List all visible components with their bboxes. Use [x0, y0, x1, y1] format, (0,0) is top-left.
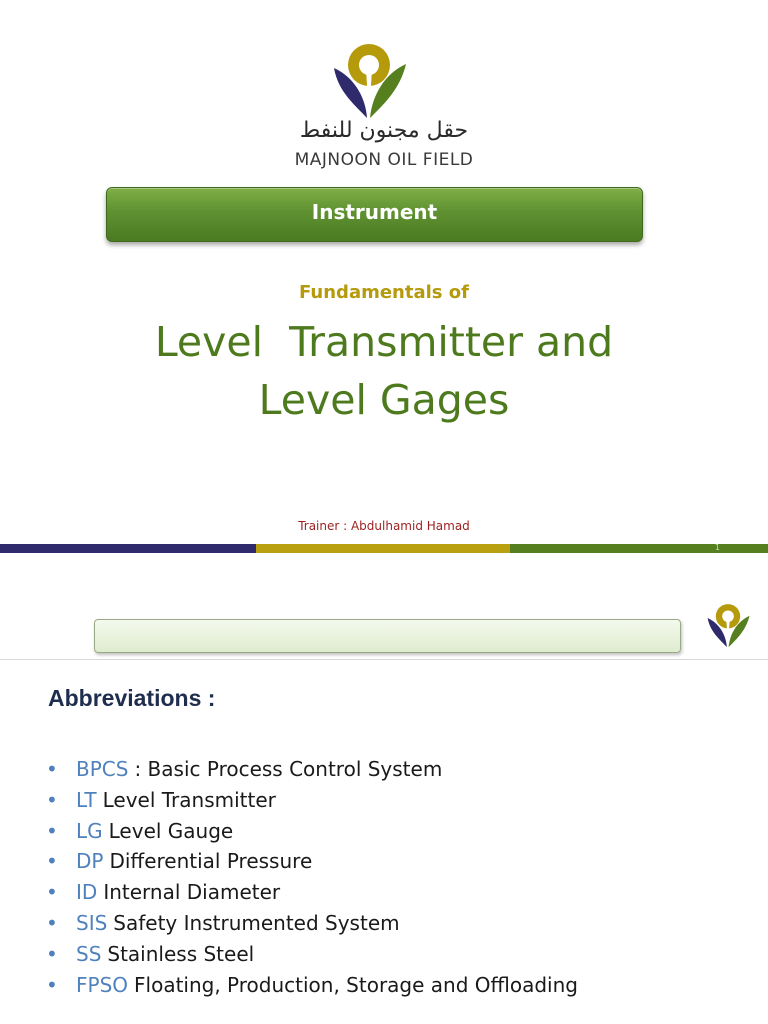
abbreviation-definition: Floating, Production, Storage and Offloading [134, 972, 578, 997]
bullet-dot-icon: • [46, 787, 58, 812]
list-item [46, 973, 578, 1004]
footer-stripe-gold [256, 544, 510, 553]
list-item [46, 942, 578, 973]
abbreviation-list [46, 757, 578, 1003]
abbreviations-slide [0, 577, 768, 1024]
abbreviation-term: ID [76, 880, 98, 905]
slide-title-line-2: Level Gages [258, 376, 510, 424]
abbreviation-term: SIS [76, 910, 108, 935]
list-item [46, 757, 578, 788]
company-name-latin: MAJNOON OIL FIELD [294, 150, 474, 170]
slide-subtitle: Fundamentals of [299, 282, 469, 303]
abbreviation-definition: Level Transmitter [102, 787, 276, 812]
bullet-dot-icon: • [46, 972, 58, 997]
header-bar [94, 619, 681, 653]
section-title: Abbreviations : [48, 685, 216, 711]
abbreviation-term: LT [76, 787, 97, 812]
bullet-dot-icon: • [46, 849, 58, 874]
bullet-dot-icon: • [46, 910, 58, 935]
header-divider [0, 659, 768, 660]
footer-stripe-green [510, 544, 768, 553]
footer-stripe-navy [0, 544, 256, 553]
bullet-dot-icon: • [46, 757, 58, 781]
abbreviation-term: DP [76, 849, 104, 874]
trainer-credit: Trainer : Abdulhamid Hamad [298, 519, 470, 533]
abbreviation-term: FPSO [76, 972, 129, 997]
slide-number: 1 [714, 543, 720, 552]
list-item [46, 819, 578, 850]
abbreviation-definition: Level Gauge [108, 818, 234, 843]
list-item [46, 788, 578, 819]
abbreviation-definition: Stainless Steel [107, 941, 255, 966]
abbreviation-term: BPCS [76, 757, 129, 781]
bullet-dot-icon: • [46, 880, 58, 905]
abbreviation-definition: Safety Instrumented System [113, 910, 400, 935]
slide-title-line-1: Level Transmitter and [154, 318, 614, 366]
slide-title [0, 313, 768, 429]
bullet-dot-icon: • [46, 818, 58, 843]
list-item [46, 911, 578, 942]
slide-gap [0, 553, 768, 577]
abbreviation-definition: : Basic Process Control System [134, 757, 443, 781]
abbreviation-term: SS [76, 941, 102, 966]
instrument-banner: Instrument [106, 187, 643, 242]
majnoon-logo-small-icon [703, 599, 753, 651]
list-item [46, 849, 578, 880]
majnoon-logo-icon [326, 40, 412, 120]
abbreviation-definition: Differential Pressure [109, 849, 313, 874]
company-name-arabic: حقل مجنون للنفط [299, 118, 469, 143]
bullet-dot-icon: • [46, 941, 58, 966]
abbreviation-definition: Internal Diameter [103, 880, 281, 905]
abbreviation-term: LG [76, 818, 103, 843]
list-item [46, 880, 578, 911]
